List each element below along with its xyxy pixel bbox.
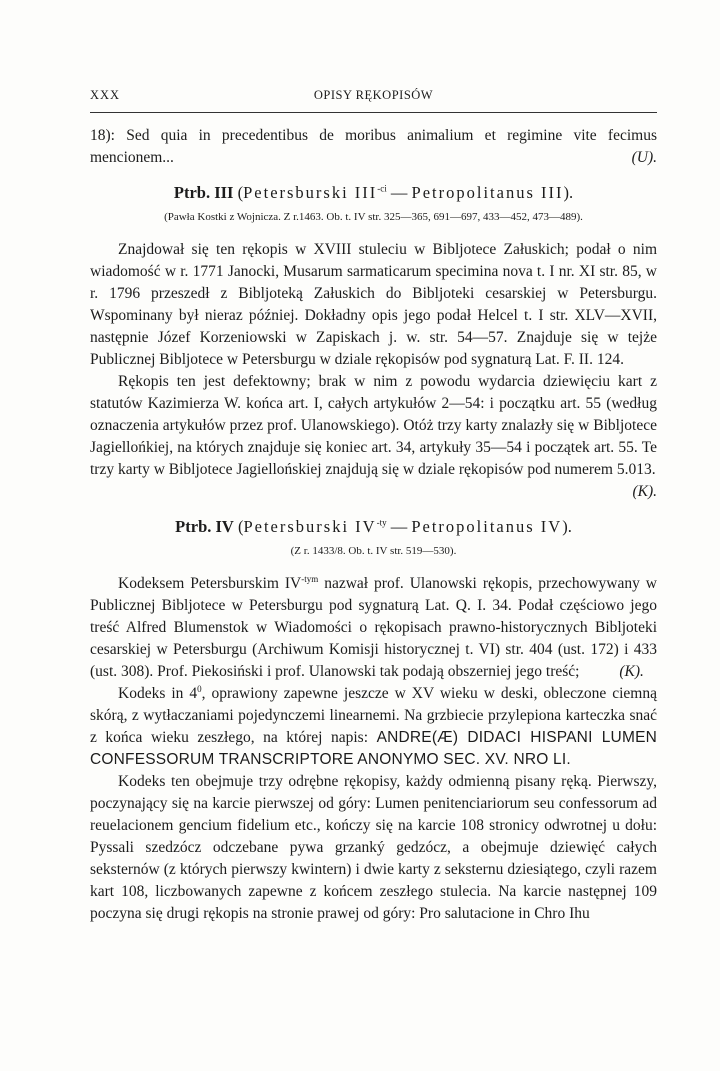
- running-title: OPISY RĘKOPISÓW: [313, 88, 434, 102]
- paragraph: Kodeks ten obejmuje trzy odrębne rękopisy, każdy odmienną pisany ręką. Pierwszy, poczynający się na karcie pierwszej od góry: Lumen penitenciariorum seu confessorum ad reuelacionem gencium fidelium etc., kończy się na karcie 108 stronicy odwrotnej u dołu: Pyssali szedzócz odczebane pywa grzanký gedzócz, a obejmuje dziewięć całych seksternów (z których pierwszy kwintern) i dwie karty z seksternu dziesiątego, czyli razem kart 108, liczbowanych zapewne z końcem zeszłego stulecia. Na karcie następnej 109 poczyna się drugi rękopis na stronie prawej od góry: Pro salutacione in Chro Ihu: [90, 773, 657, 922]
- section-heading-ptrb-iv: [90, 515, 657, 539]
- ordinal-suffix: -ci: [377, 183, 387, 194]
- author-sign: (K).: [632, 483, 657, 500]
- intro-sign: (U).: [631, 149, 657, 166]
- intro-text: 18): Sed quia in precedentibus de moribus animalium et regimine vite fecimus mencionem...: [90, 127, 657, 166]
- text-run: Kodeks in 4: [118, 685, 198, 702]
- section-reference: (Pawła Kostki z Wojnicza. Z r.1463. Ob. t. IV str. 325—365, 691—697, 433—452, 473—489).: [164, 211, 583, 223]
- text-run: Kodeksem Petersburskim IV: [118, 575, 302, 592]
- paragraph: [90, 683, 657, 771]
- paren-close: ).: [563, 183, 574, 202]
- spine-label-inscription: ANDRE(Æ) DIDACI HISPANI LUMEN CONFESSORUM TRANSCRIPTORE ANONYMO SEC. XV. NRO LI.: [90, 729, 657, 768]
- ordinal-suffix: -ty: [376, 517, 387, 528]
- section-name-polish: Petersburski IV: [243, 517, 377, 536]
- header-rule: [90, 112, 657, 113]
- text-run: , oprawiony zapewne jeszcze w XV wieku w deski, obleczone ciemną skórą, z wytłaczaniami pojedynczemi linearnemi. Na grzbiecie przylepiona karteczka snać z końca wieku zeszłego, na której napis:: [90, 685, 657, 746]
- body-text: [90, 125, 657, 925]
- paragraph: Rękopis ten jest defektowny; brak w nim z powodu wydarcia dziewięciu kart z statutów Kazimierza W. końca art. I, całych artykułów 2—54: i początku art. 55 (według oznaczenia artykułów przez prof. Ulanowskiego). Otóż trzy karty znalazły się w Bibljotece Jagiellońkiej, na których znajduje się koniec art. 34, artykuły 35—54 i początek art. 55. Te trzy karty w Bibljotece Jagiellońskiej znajdują się w dziale rękopisów pod numerem 5.013.: [90, 373, 657, 478]
- paragraph: Znajdował się ten rękopis w XVIII stuleciu w Bibljotece Załuskich; podał o nim wiadomość w r. 1771 Janocki, Musarum sarmaticarum specimina nova t. I nr. XI str. 85, w r. 1796 przeszedł z Bibljoteką Załuskich do Bibljoteki cesarskiej w Petersburgu. Wspominany był nieraz później. Dokładny opis jego podał Helcel t. I str. XLV—XVII, następnie Józef Korzeniowski w Zapiskach j. w. str. 54—57. Znajduje się w tejże Publicznej Bibljotece w Petersburgu w dziale rękopisów pod sygnaturą Lat. F. II. 124.: [90, 241, 657, 368]
- section-name-latin: Petropolitanus IV: [411, 517, 563, 536]
- section-heading-ptrb-iii: [90, 181, 657, 205]
- section-label: Ptrb. III: [173, 183, 234, 202]
- author-sign: (K).: [619, 663, 644, 680]
- text-run: nazwał prof. Ulanowski rękopis, przechowywany w Publicznej Bibljotece w Petersburgu pod sygnaturą Lat. Q. I. 34. Podał częściowo jego treść Alfred Blumenstok w Wiadomości o rękopisach prawno-historycznych Bibljoteki cesarskiej w Petersburgu (Archiwum Komisji historycznej t. VI) str. 404 (ust. 172) i 433 (ust. 308). Prof. Piekosiński i prof. Ulanowski tak podają obszerniej jego treść;: [90, 575, 657, 680]
- paren-open: (: [237, 517, 244, 536]
- running-header: [90, 85, 657, 109]
- paren-close: ).: [562, 517, 572, 536]
- section-label: Ptrb. IV: [175, 517, 234, 536]
- page-number: XXX: [90, 88, 121, 102]
- heading-dash: —: [386, 183, 412, 202]
- degree-mark: 0: [197, 683, 202, 694]
- heading-dash: —: [386, 517, 412, 536]
- paren-open: (: [237, 183, 244, 202]
- section-name-polish: Petersburski III: [243, 183, 378, 202]
- intro-paragraph: [90, 125, 657, 169]
- section-name-latin: Petropolitanus III: [411, 183, 564, 202]
- ordinal-suffix: -tym: [301, 573, 319, 584]
- document-page: [90, 85, 657, 925]
- paragraph: [90, 573, 657, 683]
- section-reference: (Z r. 1433/8. Ob. t. IV str. 519—530).: [290, 545, 457, 557]
